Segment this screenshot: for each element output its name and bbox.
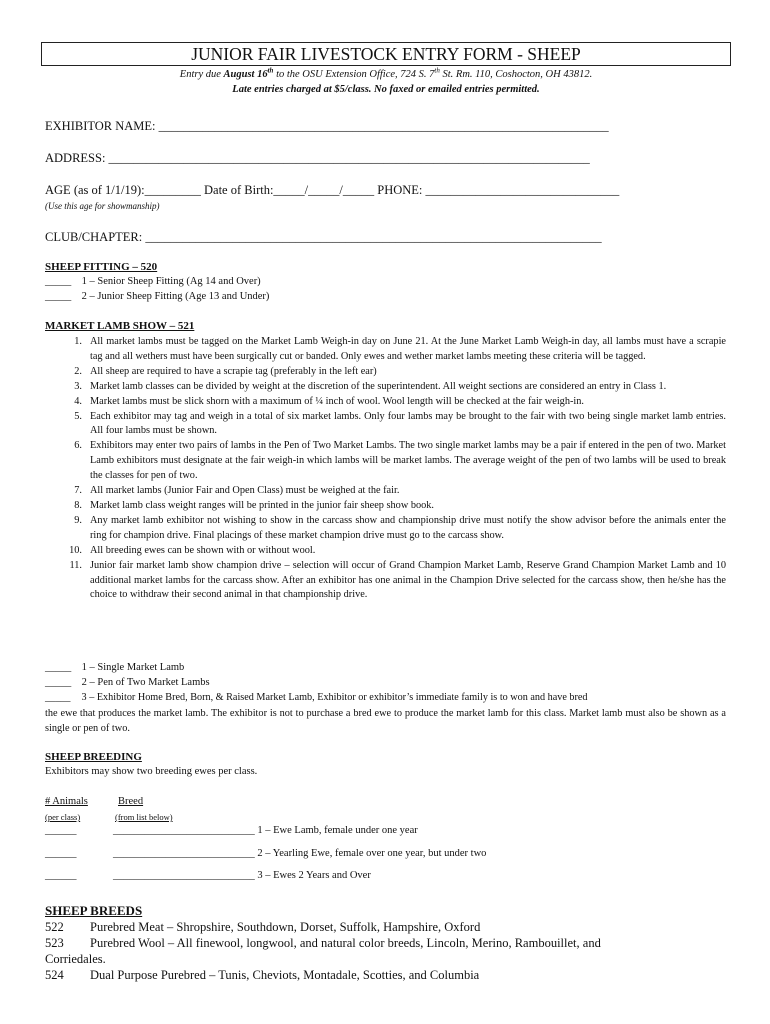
breed-column-header: Breed: [118, 796, 144, 807]
sheep-breeds-heading: SHEEP BREEDS: [45, 903, 143, 918]
address-field[interactable]: ADDRESS: _____________________________________________________________________________: [45, 151, 590, 165]
rule-item: 8. Market lamb class weight ranges will be printed in the junior fair sheep show book.: [74, 499, 435, 511]
rule-item: 2. All sheep are required to have a scrapie tag (preferably in the left ear): [74, 365, 377, 377]
age-note: (Use this age for showmanship): [45, 201, 160, 211]
sheep-breeding-heading: SHEEP BREEDING: [45, 751, 142, 763]
rule-item: 4. Market lambs must be slick shorn with a maximum of ¼ inch of wool. Wool length will be checked at the fair weigh-in.: [74, 395, 584, 407]
exhibitor-name-field[interactable]: EXHIBITOR NAME: ________________________________________________________________________: [45, 119, 609, 133]
market-lamb-heading: MARKET LAMB SHOW – 521: [45, 320, 195, 332]
fitting-class-1[interactable]: _____ 1 – Senior Sheep Fitting (Ag 14 and Over): [45, 276, 261, 287]
breeding-intro: Exhibitors may show two breeding ewes per class.: [45, 766, 258, 777]
rule-item: 11. Junior fair market lamb show champion drive – selection will occur of Grand Champion Market Lamb, Reserve Grand Champion Market Lamb and 10 additional market lambs for the carcass show. After an exhibitor has one animal in the Champion Drive selected for the carcass show, then he/she has the choice to withdraw their second animal in that championship drive.: [69, 559, 726, 601]
breed-523-continued: Corriedales.: [45, 952, 106, 966]
breed-column-subheader: (from list below): [115, 812, 173, 822]
breeding-class-3[interactable]: ______ ___________________________ 3 – Ewes 2 Years and Over: [45, 870, 371, 881]
breed-523: 523 Purebred Wool – All finewool, longwool, and natural color breeds, Lincoln, Merino, Rambouillet, and: [45, 936, 601, 950]
rule-item: 5. Each exhibitor may tag and weigh in a total of six market lambs. Only four lambs may be brought to the fair with two being single market lamb entries. All four lambs must be shown.: [74, 410, 726, 437]
sheep-fitting-heading: SHEEP FITTING – 520: [45, 261, 158, 273]
breed-522: 522 Purebred Meat – Shropshire, Southdown, Dorset, Suffolk, Hampshire, Oxford: [45, 920, 481, 934]
market-class-3-continued: the ewe that produces the market lamb. The exhibitor is not to purchase a bred ewe to produce the market lamb for this class. Market lamb must also be shown as a single or pen of two.: [45, 708, 726, 734]
market-class-2[interactable]: _____ 2 – Pen of Two Market Lambs: [45, 677, 210, 688]
rule-item: 10. All breeding ewes can be shown with or without wool.: [69, 544, 316, 556]
rule-item: 9. Any market lamb exhibitor not wishing to show in the carcass show and championship drive must notify the show advisor before the animals enter the ring for champion drive. Final placings of these market champion drive must go to the carcass show.: [74, 514, 726, 541]
market-class-3[interactable]: _____ 3 – Exhibitor Home Bred, Born, & Raised Market Lamb, Exhibitor or exhibitor’s immediate family is to won and have bred: [45, 692, 588, 703]
form-title: JUNIOR FAIR LIVESTOCK ENTRY FORM - SHEEP: [41, 42, 731, 66]
breeding-class-2[interactable]: ______ ___________________________ 2 – Yearling Ewe, female over one year, but under two: [45, 848, 487, 859]
animals-column-header: # Animals: [45, 796, 88, 807]
rule-item: 7. All market lambs (Junior Fair and Open Class) must be weighed at the fair.: [74, 485, 400, 497]
club-chapter-field[interactable]: CLUB/CHAPTER: _________________________________________________________________________: [45, 230, 602, 244]
fitting-class-2[interactable]: _____ 2 – Junior Sheep Fitting (Age 13 and Under): [45, 291, 270, 302]
market-lamb-rules: [45, 335, 726, 603]
rule-item: 6. Exhibitors may enter two pairs of lambs in the Pen of Two Market Lambs. The two single market lambs may be a pair if entered in the pen of two. Market Lamb exhibitors must designate at the fair weigh-in which lambs will be market lambs. The average weight of the pen of two lambs will be used to break the classes for pen of two.: [74, 440, 726, 482]
rule-item: 3. Market lamb classes can be divided by weight at the discretion of the superintendent. All weight sections are considered an entry in Class 1.: [74, 380, 667, 392]
rule-item: 1. All market lambs must be tagged on the Market Lamb Weigh-in day on June 21. At the June Market Lamb Weigh-in day, all lambs must have a scrapie tag and all wethers must have been surgically cut or banded. Only ewes and wether market lambs meeting these criteria will be tagged.: [74, 336, 726, 362]
breeding-class-1[interactable]: ______ ___________________________ 1 – Ewe Lamb, female under one year: [45, 825, 418, 836]
breed-524: 524 Dual Purpose Purebred – Tunis, Cheviots, Montadale, Scotties, and Columbia: [45, 968, 480, 982]
entry-due-note: Entry due August 16th to the OSU Extension Office, 724 S. 7th St. Rm. 110, Coshocton, OH 43812.: [179, 66, 593, 80]
age-dob-phone-field[interactable]: AGE (as of 1/1/19):_________ Date of Birth:_____/_____/_____ PHONE: _______________________________: [45, 183, 620, 197]
market-class-1[interactable]: _____ 1 – Single Market Lamb: [45, 662, 185, 673]
animals-column-subheader: (per class): [45, 812, 81, 822]
late-entries-note: Late entries charged at $5/class. No faxed or emailed entries permitted.: [232, 84, 540, 95]
